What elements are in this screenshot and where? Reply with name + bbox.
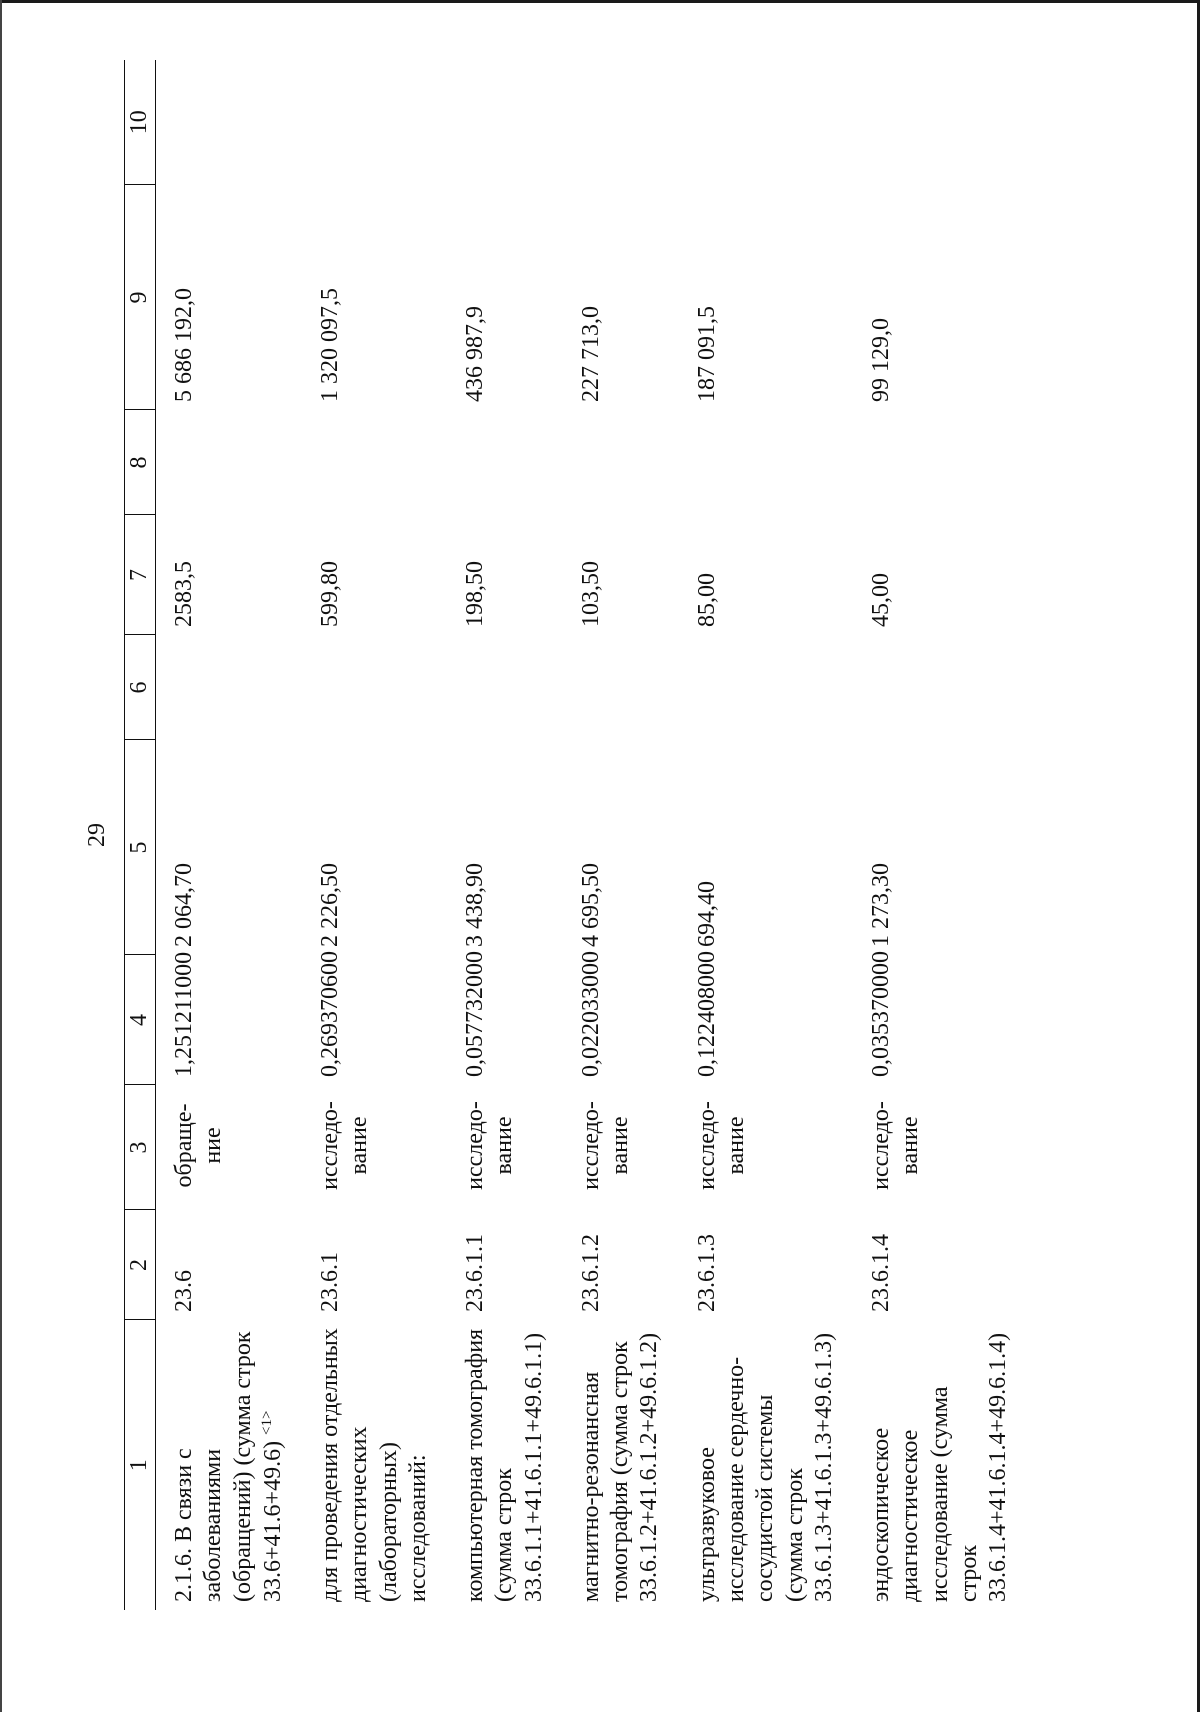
row-code: 23.6.1.1 [462,1234,489,1312]
table-row [853,60,1027,1610]
row-col6 [563,635,679,740]
row-col5: 4 695,50 [577,863,604,947]
row-name: для проведения отдельных диагностических (лабораторных) исследований: [317,1328,431,1602]
column-header: 1 [125,1320,156,1610]
header-row [125,60,156,1610]
row-col4: 1,251211000 [171,951,197,1077]
row-name: 2.1.6. В связи с заболеваниями (обращений) (сумма строк 33.6+41.6+49.6) [171,1331,286,1602]
row-name: ультразвуковое исследование сердечно-сосудистой системы (сумма строк 33.6.1.3+41.6.1.3+49.6.1.3) [693,1332,837,1602]
row-col5: 2 064,70 [171,863,197,947]
row-name-cell [679,1320,853,1610]
data-table [124,60,1027,1610]
row-col7: 85,00 [693,573,720,627]
row-col10 [156,60,303,185]
row-col6 [447,635,563,740]
row-unit: исследо-вание [693,1101,749,1190]
row-col5: 2 226,50 [317,863,344,947]
row-col7: 45,00 [868,573,895,627]
table-row [563,60,679,1610]
table-row [302,60,447,1610]
row-col8 [853,410,1027,515]
row-name: магнитно-резонансная томография (сумма строк 33.6.1.2+41.6.1.2+49.6.1.2) [577,1332,663,1602]
column-header: 3 [125,1085,156,1210]
row-col7: 599,80 [317,561,344,627]
column-header: 9 [125,185,156,410]
row-col8 [302,410,447,515]
row-col4: 0,035370000 [868,951,895,1077]
row-name-cell [302,1320,447,1610]
column-header: 7 [125,515,156,635]
row-name-cell [853,1320,1027,1610]
row-col10 [679,60,853,185]
row-code: 23.6.1.2 [577,1234,604,1312]
row-col6 [302,635,447,740]
row-code: 23.6.1 [317,1252,344,1312]
row-unit: исследо-вание [577,1101,634,1190]
row-col9: 5 686 192,0 [171,288,197,402]
row-col7: 198,50 [462,561,489,627]
row-col9: 227 713,0 [577,306,604,402]
column-header: 6 [125,635,156,740]
row-name: эндоскопическое диагностическое исследование (сумма строк 33.6.1.4+41.6.1.4+49.6.1.4) [868,1332,1012,1602]
row-col8 [679,410,853,515]
footnote-mark: <1> [258,1410,275,1435]
row-code: 23.6.1.4 [868,1234,895,1312]
row-col7: 103,50 [577,561,604,627]
column-header: 10 [125,60,156,185]
row-unit: исследо-вание [462,1101,518,1190]
row-col6 [853,635,1027,740]
row-col8 [563,410,679,515]
row-col8 [156,410,303,515]
table-row [447,60,563,1610]
row-col4: 0,057732000 [462,951,489,1077]
rotated-page [62,60,1130,1610]
row-code: 23.6 [171,1270,197,1312]
row-col9: 99 129,0 [868,318,895,402]
row-col9: 436 987,9 [462,306,489,402]
row-col10 [302,60,447,185]
row-col4: 0,122408000 [693,951,720,1077]
row-col9: 187 091,5 [693,306,720,402]
row-unit: исследо-вание [868,1101,924,1190]
row-col10 [563,60,679,185]
row-col5: 3 438,90 [462,863,489,947]
row-col6 [679,635,853,740]
row-col4: 0,269370600 [317,951,344,1077]
column-header: 5 [125,740,156,955]
row-col4: 0,022033000 [577,951,604,1077]
column-header: 8 [125,410,156,515]
table-row [679,60,853,1610]
row-col7: 2583,5 [171,561,197,627]
column-header: 4 [125,955,156,1085]
scan-edge-top [0,0,1200,3]
row-name-cell [563,1320,679,1610]
row-code: 23.6.1.3 [693,1234,720,1312]
row-col8 [447,410,563,515]
row-col10 [447,60,563,185]
scan-edge-left [0,0,2,1712]
row-name: компьютерная томография (сумма строк 33.6.1.1+41.6.1.1+49.6.1.1) [462,1328,547,1602]
row-unit: обраще-ние [171,1103,227,1188]
row-col5: 694,40 [693,881,720,947]
row-col9: 1 320 097,5 [317,288,344,402]
column-header: 2 [125,1210,156,1320]
table-row [156,60,303,1610]
row-name-cell [447,1320,563,1610]
row-unit: исследо-вание [317,1101,373,1190]
row-col10 [853,60,1027,185]
row-name-cell [156,1320,303,1610]
page-number: 29 [84,823,110,847]
row-col6 [156,635,303,740]
row-col5: 1 273,30 [868,863,895,947]
